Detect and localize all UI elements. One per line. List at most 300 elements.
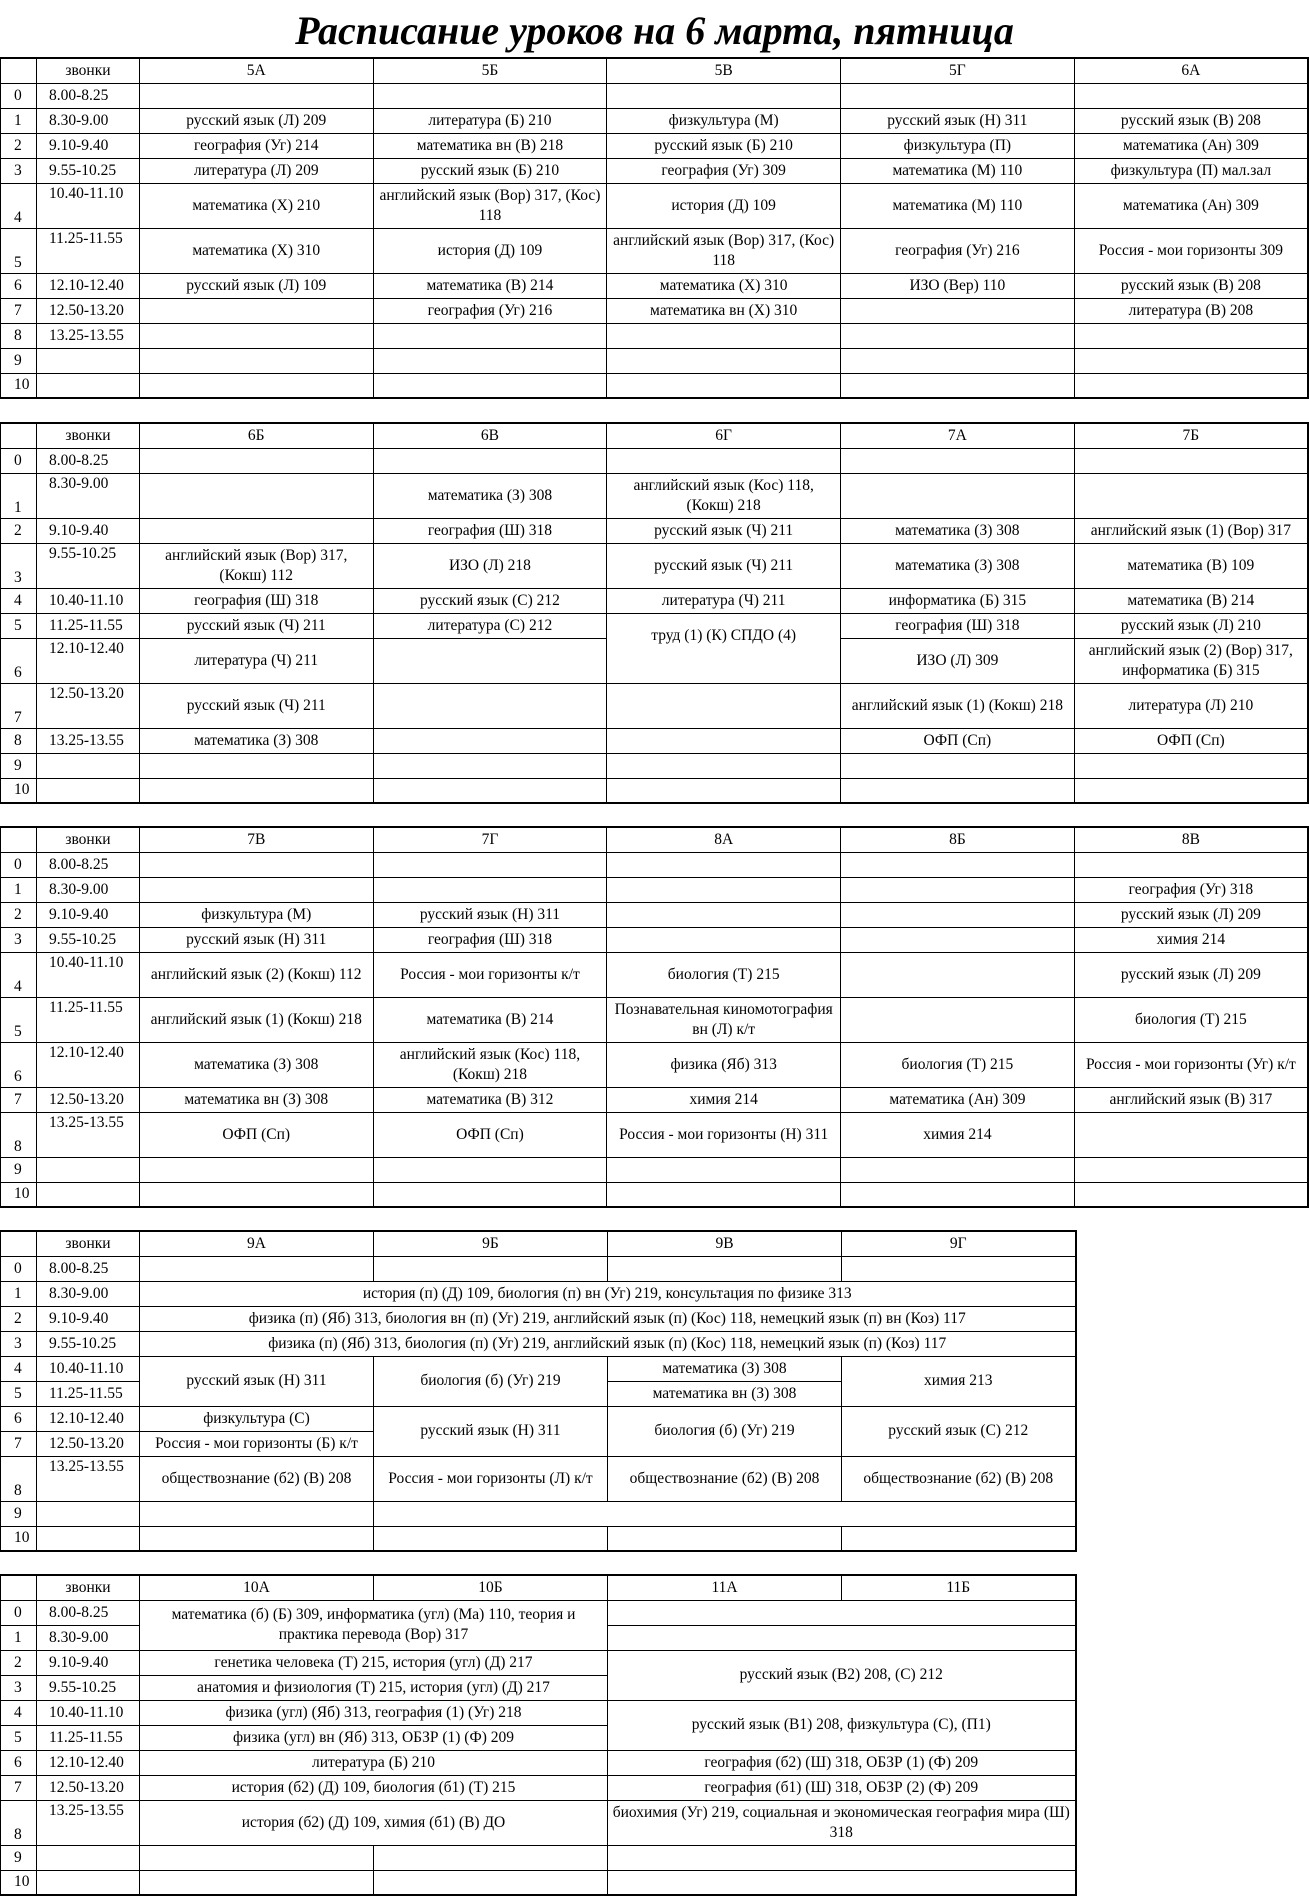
lesson-cell [607, 683, 841, 728]
bell-time: 9.10-9.40 [37, 1306, 140, 1331]
lesson-cell: русский язык (Л) 209 [1074, 902, 1308, 927]
bell-time [37, 1845, 140, 1870]
lesson-cell [841, 448, 1075, 473]
bell-time: 8.30-9.00 [36, 877, 139, 902]
lesson-cell: физкультура (С) [140, 1406, 374, 1431]
lesson-cell [1074, 753, 1308, 778]
lesson-cell: география (б2) (Ш) 318, ОБЗР (1) (Ф) 209 [608, 1750, 1076, 1775]
lesson-cell [140, 1526, 374, 1551]
bell-time [36, 1157, 139, 1182]
lesson-number: 10 [1, 373, 37, 398]
lesson-cell [139, 852, 373, 877]
lesson-cell [607, 753, 841, 778]
lesson-cell [139, 448, 373, 473]
bell-time: 12.50-13.20 [37, 1775, 140, 1800]
lesson-number: 7 [1, 1087, 37, 1112]
lesson-cell [841, 323, 1075, 348]
corner-cell [1, 1231, 37, 1256]
lesson-cell [374, 1845, 608, 1870]
lesson-cell [1074, 373, 1308, 398]
lesson-number: 3 [1, 543, 37, 588]
lesson-cell [608, 1845, 1076, 1870]
lesson-cell [841, 952, 1075, 997]
lesson-cell: Россия - мои горизонты (Л) к/т [374, 1456, 608, 1501]
bell-time: 13.25-13.55 [36, 728, 139, 753]
lesson-cell-merged: русский язык (Н) 311 [140, 1356, 374, 1406]
lesson-cell [841, 83, 1075, 108]
lesson-number: 6 [1, 638, 37, 683]
lesson-number: 4 [1, 183, 37, 228]
lesson-cell [841, 348, 1075, 373]
lesson-cell [140, 1870, 374, 1895]
class-header: 10А [140, 1575, 374, 1600]
lesson-cell: литература (Б) 210 [140, 1750, 608, 1775]
lesson-number: 9 [1, 1845, 37, 1870]
class-header: 7Г [373, 827, 607, 852]
lesson-cell: физкультура (П) мал.зал [1074, 158, 1308, 183]
lesson-cell: ИЗО (Л) 218 [373, 543, 607, 588]
lesson-cell: ОФП (Сп) [841, 728, 1075, 753]
lesson-cell: русский язык (Н) 311 [139, 927, 373, 952]
bell-time [36, 348, 139, 373]
lesson-cell: ОФП (Сп) [1074, 728, 1308, 753]
lesson-cell [1074, 448, 1308, 473]
lesson-cell [607, 323, 841, 348]
lesson-cell [608, 1625, 1076, 1650]
lesson-cell [373, 323, 607, 348]
lesson-cell: биология (Т) 215 [841, 1042, 1075, 1087]
lesson-cell [841, 852, 1075, 877]
bells-header: звонки [37, 1231, 140, 1256]
lesson-cell: русский язык (Л) 209 [1074, 952, 1308, 997]
lesson-cell: ОФП (Сп) [139, 1112, 373, 1157]
bell-time: 9.55-10.25 [37, 1675, 140, 1700]
bell-time: 11.25-11.55 [36, 613, 139, 638]
lesson-cell [841, 902, 1075, 927]
lesson-cell: русский язык (Ч) 211 [139, 683, 373, 728]
bell-time: 8.00-8.25 [37, 1600, 140, 1625]
bell-time [36, 753, 139, 778]
lesson-cell: английский язык (1) (Кокш) 218 [841, 683, 1075, 728]
lesson-cell [608, 1526, 842, 1551]
bell-time: 9.10-9.40 [36, 518, 139, 543]
lesson-cell [841, 877, 1075, 902]
lesson-cell [1074, 348, 1308, 373]
lesson-cell: русский язык (Ч) 211 [607, 518, 841, 543]
lesson-cell: география (Уг) 214 [139, 133, 373, 158]
class-header: 11Б [842, 1575, 1076, 1600]
lesson-number: 7 [1, 1775, 37, 1800]
lesson-cell [373, 83, 607, 108]
bell-time: 12.10-12.40 [36, 273, 139, 298]
lesson-cell: математика (Ан) 309 [1074, 183, 1308, 228]
lesson-cell [1074, 778, 1308, 803]
bell-time: 8.00-8.25 [36, 852, 139, 877]
class-header: 5В [607, 58, 841, 83]
lesson-cell [841, 298, 1075, 323]
lesson-number: 1 [1, 1625, 37, 1650]
lesson-number: 2 [1, 1306, 37, 1331]
lesson-cell [374, 1526, 608, 1551]
lesson-cell [1074, 473, 1308, 518]
lesson-cell: география (Ш) 318 [841, 613, 1075, 638]
lesson-cell: анатомия и физиология (Т) 215, история (угл) (Д) 217 [140, 1675, 608, 1700]
lesson-cell: математика (М) 110 [841, 183, 1075, 228]
lesson-cell: литература (Ч) 211 [139, 638, 373, 683]
lesson-cell [1074, 1112, 1308, 1157]
lesson-number: 5 [1, 613, 37, 638]
common-lesson-row: физика (п) (Яб) 313, биология вн (п) (Уг) 219, английский язык (п) (Кос) 118, немецкий язык (п) вн (Коз) 117 [140, 1306, 1076, 1331]
lesson-cell: английский язык (Кос) 118, (Кокш) 218 [607, 473, 841, 518]
bell-time: 12.50-13.20 [36, 298, 139, 323]
lesson-cell: физкультура (П) [841, 133, 1075, 158]
lesson-number: 1 [1, 877, 37, 902]
lesson-cell: география (Ш) 318 [373, 518, 607, 543]
lesson-cell: математика вн (В) 218 [373, 133, 607, 158]
bell-time: 8.00-8.25 [36, 448, 139, 473]
lesson-cell [841, 473, 1075, 518]
class-header: 5Б [373, 58, 607, 83]
lesson-cell: география (Уг) 216 [373, 298, 607, 323]
lesson-number: 5 [1, 1381, 37, 1406]
lesson-cell [841, 927, 1075, 952]
lesson-number: 2 [1, 1650, 37, 1675]
class-header: 7А [841, 423, 1075, 448]
lesson-number: 0 [1, 1600, 37, 1625]
lesson-cell [841, 373, 1075, 398]
lesson-cell: география (Уг) 216 [841, 228, 1075, 273]
lesson-cell: математика (З) 308 [841, 518, 1075, 543]
class-header: 8А [607, 827, 841, 852]
lesson-number: 8 [1, 1456, 37, 1501]
lesson-cell [139, 373, 373, 398]
lesson-cell: Познавательная киномотография вн (Л) к/т [607, 997, 841, 1042]
lesson-number: 3 [1, 1331, 37, 1356]
lesson-cell [139, 1157, 373, 1182]
lesson-cell [1074, 83, 1308, 108]
lesson-cell [373, 683, 607, 728]
lesson-cell: математика (В) 312 [373, 1087, 607, 1112]
lesson-cell [139, 877, 373, 902]
lesson-cell [373, 373, 607, 398]
lesson-cell: химия 214 [1074, 927, 1308, 952]
lesson-cell: английский язык (Вор) 317, (Кокш) 112 [139, 543, 373, 588]
bell-time: 9.10-9.40 [36, 902, 139, 927]
lesson-number: 3 [1, 1675, 37, 1700]
bell-time: 9.55-10.25 [36, 927, 139, 952]
lesson-cell: генетика человека (Т) 215, история (угл) (Д) 217 [140, 1650, 608, 1675]
class-header: 9Б [374, 1231, 608, 1256]
lesson-cell: биохимия (Уг) 219, социальная и экономическая география мира (Ш) 318 [608, 1800, 1076, 1845]
bell-time: 13.25-13.55 [36, 1112, 139, 1157]
lesson-cell: математика (З) 308 [139, 1042, 373, 1087]
bell-time: 9.10-9.40 [37, 1650, 140, 1675]
lesson-cell: химия 214 [841, 1112, 1075, 1157]
schedule-block-6b-7b [0, 422, 1309, 804]
lesson-cell [607, 852, 841, 877]
lesson-number: 0 [1, 852, 37, 877]
lesson-number: 9 [1, 348, 37, 373]
lesson-cell [607, 902, 841, 927]
lesson-number: 8 [1, 1112, 37, 1157]
lesson-cell: русский язык (Б) 210 [607, 133, 841, 158]
lesson-cell: Россия - мои горизонты (Б) к/т [140, 1431, 374, 1456]
lesson-cell [607, 83, 841, 108]
lesson-cell [1074, 1182, 1308, 1207]
bell-time: 8.30-9.00 [36, 108, 139, 133]
class-header: 9А [140, 1231, 374, 1256]
bell-time: 12.50-13.20 [36, 1087, 139, 1112]
class-header: 6В [373, 423, 607, 448]
bell-time: 12.50-13.20 [36, 683, 139, 728]
lesson-cell: биология (Т) 215 [1074, 997, 1308, 1042]
lesson-cell [374, 1501, 1076, 1526]
class-header: 8Б [841, 827, 1075, 852]
bell-time [37, 1526, 140, 1551]
lesson-number: 9 [1, 1157, 37, 1182]
lesson-cell-merged: биология (б) (Уг) 219 [608, 1406, 842, 1456]
lesson-cell [374, 1870, 608, 1895]
lesson-number: 6 [1, 1406, 37, 1431]
lesson-number: 0 [1, 448, 37, 473]
bell-time: 10.40-11.10 [37, 1700, 140, 1725]
lesson-cell: химия 214 [607, 1087, 841, 1112]
lesson-number: 4 [1, 1700, 37, 1725]
lesson-cell: математика (Ан) 309 [841, 1087, 1075, 1112]
lesson-cell: математика (З) 308 [841, 543, 1075, 588]
lesson-cell [373, 448, 607, 473]
lesson-cell-merged: химия 213 [842, 1356, 1076, 1406]
lesson-cell [841, 753, 1075, 778]
class-header: 9В [608, 1231, 842, 1256]
lesson-cell: математика (В) 214 [1074, 588, 1308, 613]
lesson-cell: литература (В) 208 [1074, 298, 1308, 323]
lesson-cell: физкультура (М) [607, 108, 841, 133]
lesson-cell-merged: биология (б) (Уг) 219 [374, 1356, 608, 1406]
lesson-cell: математика (В) 109 [1074, 543, 1308, 588]
class-header: 8В [1074, 827, 1308, 852]
bells-header: звонки [37, 1575, 140, 1600]
lesson-cell: русский язык (Ч) 211 [607, 543, 841, 588]
lesson-cell: математика (З) 308 [139, 728, 373, 753]
lesson-cell: математика вн (З) 308 [139, 1087, 373, 1112]
page-title: Расписание уроков на 6 марта, пятница [295, 8, 1014, 53]
lesson-cell: ИЗО (Вер) 110 [841, 273, 1075, 298]
lesson-number: 5 [1, 997, 37, 1042]
corner-cell [1, 827, 37, 852]
lesson-cell: математика (З) 308 [608, 1356, 842, 1381]
class-header: 6Б [139, 423, 373, 448]
lesson-number: 6 [1, 273, 37, 298]
bell-time: 9.55-10.25 [36, 158, 139, 183]
class-header: 5А [139, 58, 373, 83]
bells-header: звонки [36, 423, 139, 448]
schedule-block-5a-6a [0, 57, 1309, 399]
lesson-cell: литература (Л) 210 [1074, 683, 1308, 728]
lesson-cell [1074, 1157, 1308, 1182]
bell-time: 8.30-9.00 [36, 473, 139, 518]
lesson-cell: русский язык (Н) 311 [373, 902, 607, 927]
lesson-cell: география (Ш) 318 [139, 588, 373, 613]
bell-time: 11.25-11.55 [36, 997, 139, 1042]
lesson-cell: Россия - мои горизонты 309 [1074, 228, 1308, 273]
lesson-cell: русский язык (Л) 210 [1074, 613, 1308, 638]
lesson-cell: математика (В) 214 [373, 997, 607, 1042]
lesson-cell-merged: русский язык (В1) 208, физкультура (С), (П1) [608, 1700, 1076, 1750]
lesson-cell [139, 348, 373, 373]
lesson-number: 8 [1, 1800, 37, 1845]
lesson-number: 1 [1, 1281, 37, 1306]
lesson-number: 2 [1, 518, 37, 543]
bell-time: 12.10-12.40 [37, 1406, 140, 1431]
lesson-cell: история (Д) 109 [607, 183, 841, 228]
bell-time [36, 373, 139, 398]
lesson-cell [841, 1157, 1075, 1182]
lesson-cell [608, 1870, 1076, 1895]
class-header: 6А [1074, 58, 1308, 83]
bell-time [36, 778, 139, 803]
lesson-cell: математика вн (Х) 310 [607, 298, 841, 323]
lesson-cell [139, 1182, 373, 1207]
bell-time: 8.30-9.00 [37, 1625, 140, 1650]
lesson-number: 2 [1, 902, 37, 927]
lesson-cell [842, 1256, 1076, 1281]
lesson-cell-merged: русский язык (Н) 311 [374, 1406, 608, 1456]
lesson-cell [373, 753, 607, 778]
lesson-cell [139, 473, 373, 518]
lesson-cell: математика вн (З) 308 [608, 1381, 842, 1406]
lesson-cell: география (Ш) 318 [373, 927, 607, 952]
bell-time: 12.10-12.40 [36, 1042, 139, 1087]
lesson-cell: биология (Т) 215 [607, 952, 841, 997]
lesson-cell [607, 778, 841, 803]
lesson-number: 8 [1, 323, 37, 348]
bell-time: 13.25-13.55 [37, 1800, 140, 1845]
lesson-cell [841, 778, 1075, 803]
lesson-cell: русский язык (Ч) 211 [139, 613, 373, 638]
lesson-cell [373, 778, 607, 803]
lesson-cell: история (Д) 109 [373, 228, 607, 273]
lesson-cell: ИЗО (Л) 309 [841, 638, 1075, 683]
lesson-number: 3 [1, 927, 37, 952]
lesson-cell: русский язык (Н) 311 [841, 108, 1075, 133]
lesson-number: 2 [1, 133, 37, 158]
lesson-number: 9 [1, 1501, 37, 1526]
class-header: 11А [608, 1575, 842, 1600]
bells-header: звонки [36, 827, 139, 852]
lesson-cell: математика (Х) 210 [139, 183, 373, 228]
lesson-cell: английский язык (2) (Вор) 317, информатика (Б) 315 [1074, 638, 1308, 683]
corner-cell [1, 423, 37, 448]
lesson-cell [608, 1600, 1076, 1625]
schedule-block-10-11 [0, 1574, 1077, 1896]
lesson-cell: литература (Ч) 211 [607, 588, 841, 613]
lesson-cell: русский язык (Б) 210 [373, 158, 607, 183]
bell-time [36, 1182, 139, 1207]
corner-cell [1, 58, 37, 83]
lesson-cell: физика (угл) вн (Яб) 313, ОБЗР (1) (Ф) 209 [140, 1725, 608, 1750]
lesson-cell: обществознание (б2) (В) 208 [608, 1456, 842, 1501]
lesson-cell [373, 638, 607, 683]
lesson-cell-merged: русский язык (В2) 208, (С) 212 [608, 1650, 1076, 1700]
lesson-number: 10 [1, 1526, 37, 1551]
bell-time: 11.25-11.55 [36, 228, 139, 273]
bells-header: звонки [36, 58, 139, 83]
lesson-cell [139, 518, 373, 543]
lesson-cell [373, 348, 607, 373]
lesson-cell: математика (В) 214 [373, 273, 607, 298]
lesson-number: 5 [1, 1725, 37, 1750]
lesson-cell: обществознание (б2) (В) 208 [842, 1456, 1076, 1501]
bell-time: 10.40-11.10 [36, 588, 139, 613]
lesson-number: 0 [1, 83, 37, 108]
lesson-number: 5 [1, 228, 37, 273]
lesson-cell: физика (Яб) 313 [607, 1042, 841, 1087]
lesson-cell [374, 1256, 608, 1281]
lesson-cell [140, 1256, 374, 1281]
lesson-number: 6 [1, 1750, 37, 1775]
lesson-cell: история (б2) (Д) 109, биология (б1) (Т) 215 [140, 1775, 608, 1800]
lesson-cell: литература (С) 212 [373, 613, 607, 638]
lesson-cell-merged: труд (1) (К) СПДО (4) [607, 613, 841, 683]
lesson-cell [607, 728, 841, 753]
lesson-cell: география (Уг) 309 [607, 158, 841, 183]
lesson-cell: английский язык (Кос) 118, (Кокш) 218 [373, 1042, 607, 1087]
lesson-cell: Россия - мои горизонты (Н) 311 [607, 1112, 841, 1157]
bell-time: 9.55-10.25 [37, 1331, 140, 1356]
lesson-cell [139, 778, 373, 803]
class-header: 5Г [841, 58, 1075, 83]
common-lesson-row: физика (п) (Яб) 313, биология (п) (Уг) 219, английский язык (п) (Кос) 118, немецкий язык (п) (Коз) 117 [140, 1331, 1076, 1356]
lesson-number: 6 [1, 1042, 37, 1087]
class-header: 7В [139, 827, 373, 852]
lesson-cell [842, 1526, 1076, 1551]
bell-time: 11.25-11.55 [37, 1381, 140, 1406]
lesson-cell: география (Уг) 318 [1074, 877, 1308, 902]
class-header: 6Г [607, 423, 841, 448]
class-header: 10Б [374, 1575, 608, 1600]
lesson-cell [373, 728, 607, 753]
common-lesson-row: история (п) (Д) 109, биология (п) вн (Уг) 219, консультация по физике 313 [140, 1281, 1076, 1306]
bell-time [37, 1501, 140, 1526]
lesson-cell [607, 1157, 841, 1182]
lesson-number: 7 [1, 1431, 37, 1456]
lesson-cell: русский язык (В) 208 [1074, 273, 1308, 298]
lesson-cell-merged: математика (б) (Б) 309, информатика (угл) (Ма) 110, теория и практика перевода (Вор) 317 [140, 1600, 608, 1650]
lesson-cell [373, 1157, 607, 1182]
lesson-cell: английский язык (Вор) 317, (Кос) 118 [373, 183, 607, 228]
lesson-number: 8 [1, 728, 37, 753]
lesson-cell: обществознание (б2) (В) 208 [140, 1456, 374, 1501]
lesson-cell: Россия - мои горизонты (Уг) к/т [1074, 1042, 1308, 1087]
lesson-cell: математика (Х) 310 [139, 228, 373, 273]
lesson-number: 7 [1, 298, 37, 323]
lesson-cell [1074, 852, 1308, 877]
bell-time: 11.25-11.55 [37, 1725, 140, 1750]
lesson-cell [607, 1182, 841, 1207]
lesson-cell: информатика (Б) 315 [841, 588, 1075, 613]
lesson-cell [841, 997, 1075, 1042]
lesson-number: 4 [1, 588, 37, 613]
bell-time: 8.00-8.25 [37, 1256, 140, 1281]
lesson-cell [373, 852, 607, 877]
lesson-cell: Россия - мои горизонты к/т [373, 952, 607, 997]
bell-time: 13.25-13.55 [37, 1456, 140, 1501]
lesson-cell [607, 373, 841, 398]
bell-time: 12.50-13.20 [37, 1431, 140, 1456]
lesson-cell: литература (Б) 210 [373, 108, 607, 133]
bell-time: 10.40-11.10 [36, 183, 139, 228]
